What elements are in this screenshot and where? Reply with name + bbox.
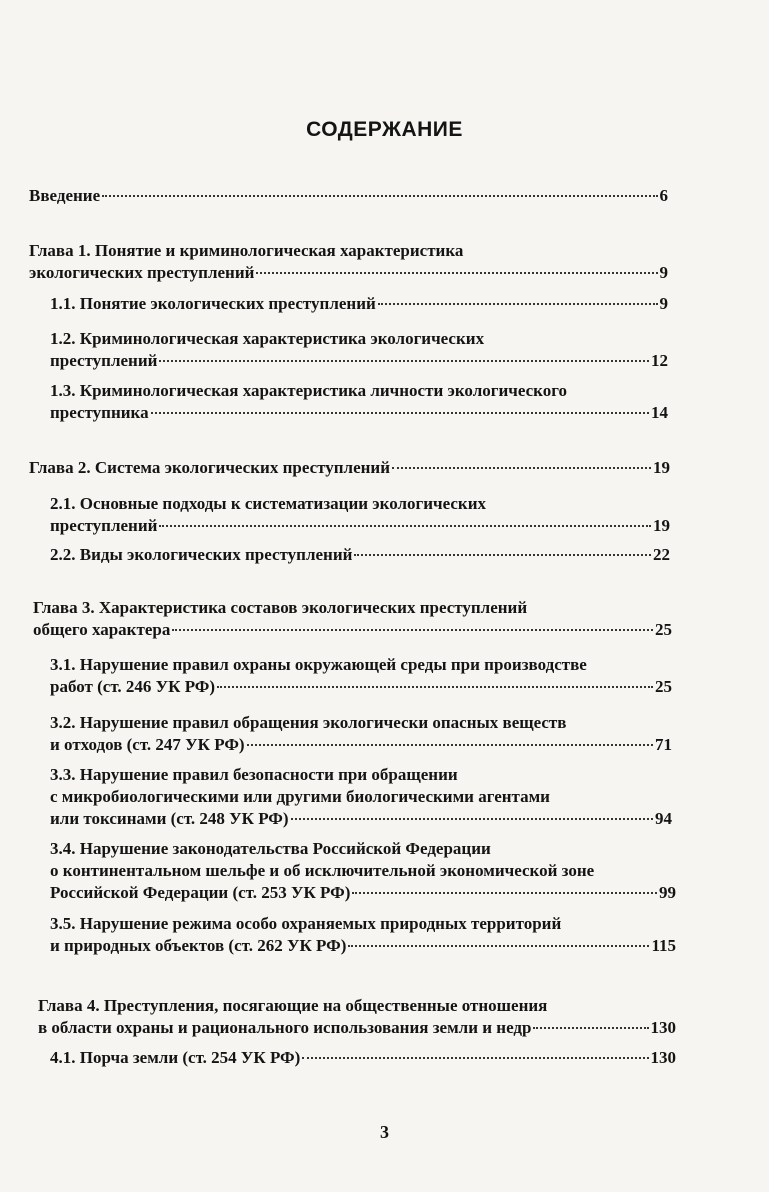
toc-entry-text: 2.1. Основные подходы к систематизации экологических: [50, 494, 487, 513]
toc-entry-text: Глава 1. Понятие и криминологическая характеристика: [29, 241, 464, 260]
toc-page-number: 19: [653, 516, 670, 535]
dot-leader: [102, 195, 657, 197]
toc-entry-text: 3.5. Нарушение режима особо охраняемых природных территорий: [50, 914, 562, 933]
toc-entry: [29, 185, 668, 207]
toc-entry: [50, 293, 668, 315]
toc-entry-text: в области охраны и рационального использования земли и недр: [38, 1018, 532, 1037]
dot-leader: [291, 818, 653, 820]
toc-entry: [38, 995, 676, 1039]
dot-leader: [302, 1057, 648, 1059]
dot-leader: [217, 686, 653, 688]
toc-entry-text: Российской Федерации (ст. 253 УК РФ): [50, 883, 351, 902]
page-title: СОДЕРЖАНИЕ: [306, 118, 463, 141]
toc-entry-text: Глава 2. Система экологических преступлений: [29, 458, 391, 477]
toc-entry-text: Глава 4. Преступления, посягающие на общественные отношения: [38, 996, 548, 1015]
toc-entry: [50, 838, 676, 904]
toc-entry-text: 3.4. Нарушение законодательства Российской Федерации: [50, 839, 491, 858]
toc-entry: [29, 240, 668, 284]
toc-entry-text: преступника: [50, 403, 149, 422]
toc-page-number: 130: [650, 1018, 676, 1037]
toc-entry-text: с микробиологическими или другими биологическими агентами: [50, 787, 550, 806]
dot-leader: [378, 303, 658, 305]
dot-leader: [159, 360, 649, 362]
toc-entry: [50, 913, 676, 957]
toc-page-number: 6: [659, 186, 668, 205]
toc-entry-text: 1.2. Криминологическая характеристика экологических: [50, 329, 485, 348]
toc-entry-text: о континентальном шельфе и об исключительной экономической зоне: [50, 861, 595, 880]
dot-leader: [172, 629, 653, 631]
toc-page-number: 19: [653, 458, 670, 477]
toc-entry: [50, 544, 670, 566]
toc-entry-text: 3.3. Нарушение правил безопасности при обращении: [50, 765, 458, 784]
toc-page-number: 115: [651, 936, 676, 955]
toc-page-number: 99: [659, 883, 676, 902]
dot-leader: [159, 525, 651, 527]
toc-page-number: 22: [653, 545, 670, 564]
toc-entry: [50, 380, 668, 424]
toc-entry-text: преступлений: [50, 516, 158, 535]
toc-entry: [50, 493, 670, 537]
toc-entry-text: 3.2. Нарушение правил обращения экологически опасных веществ: [50, 713, 567, 732]
toc-entry-text: работ (ст. 246 УК РФ): [50, 677, 216, 696]
toc-entry-text: Введение: [29, 186, 101, 205]
toc-entry: [33, 597, 672, 641]
toc-page-number: 9: [659, 263, 668, 282]
toc-entry-text: экологических преступлений: [29, 263, 255, 282]
toc-page-number: 25: [655, 677, 672, 696]
toc-entry-text: Глава 3. Характеристика составов экологических преступлений: [33, 598, 528, 617]
toc-entry-text: преступлений: [50, 351, 158, 370]
toc-entry-text: 1.3. Криминологическая характеристика личности экологического: [50, 381, 567, 400]
dot-leader: [151, 412, 649, 414]
dot-leader: [354, 554, 651, 556]
toc-page-number: 94: [655, 809, 672, 828]
toc-page-number: 9: [659, 294, 668, 313]
toc-entry: [50, 712, 672, 756]
toc-page-number: 71: [655, 735, 672, 754]
toc-page-number: 12: [651, 351, 668, 370]
dot-leader: [256, 272, 657, 274]
toc-entry-text: и отходов (ст. 247 УК РФ): [50, 735, 245, 754]
toc-entry-text: 4.1. Порча земли (ст. 254 УК РФ): [50, 1048, 301, 1067]
toc-entry: [50, 764, 672, 830]
toc-entry: [50, 328, 668, 372]
toc-page-number: 25: [655, 620, 672, 639]
page-number: 3: [380, 1122, 389, 1142]
toc-entry-text: 3.1. Нарушение правил охраны окружающей среды при производстве: [50, 655, 587, 674]
toc-entry-text: или токсинами (ст. 248 УК РФ): [50, 809, 289, 828]
toc-page-number: 14: [651, 403, 668, 422]
toc-entry-text: 2.2. Виды экологических преступлений: [50, 545, 353, 564]
toc-entry-text: и природных объектов (ст. 262 УК РФ): [50, 936, 347, 955]
toc-entry-text: общего характера: [33, 620, 171, 639]
toc-entry: [50, 1047, 676, 1069]
dot-leader: [392, 467, 651, 469]
dot-leader: [352, 892, 657, 894]
toc-entry-text: 1.1. Понятие экологических преступлений: [50, 294, 376, 313]
dot-leader: [348, 945, 649, 947]
dot-leader: [533, 1027, 648, 1029]
toc-entry: [29, 457, 670, 479]
toc-page-number: 130: [650, 1048, 676, 1067]
dot-leader: [247, 744, 653, 746]
toc-entry: [50, 654, 672, 698]
